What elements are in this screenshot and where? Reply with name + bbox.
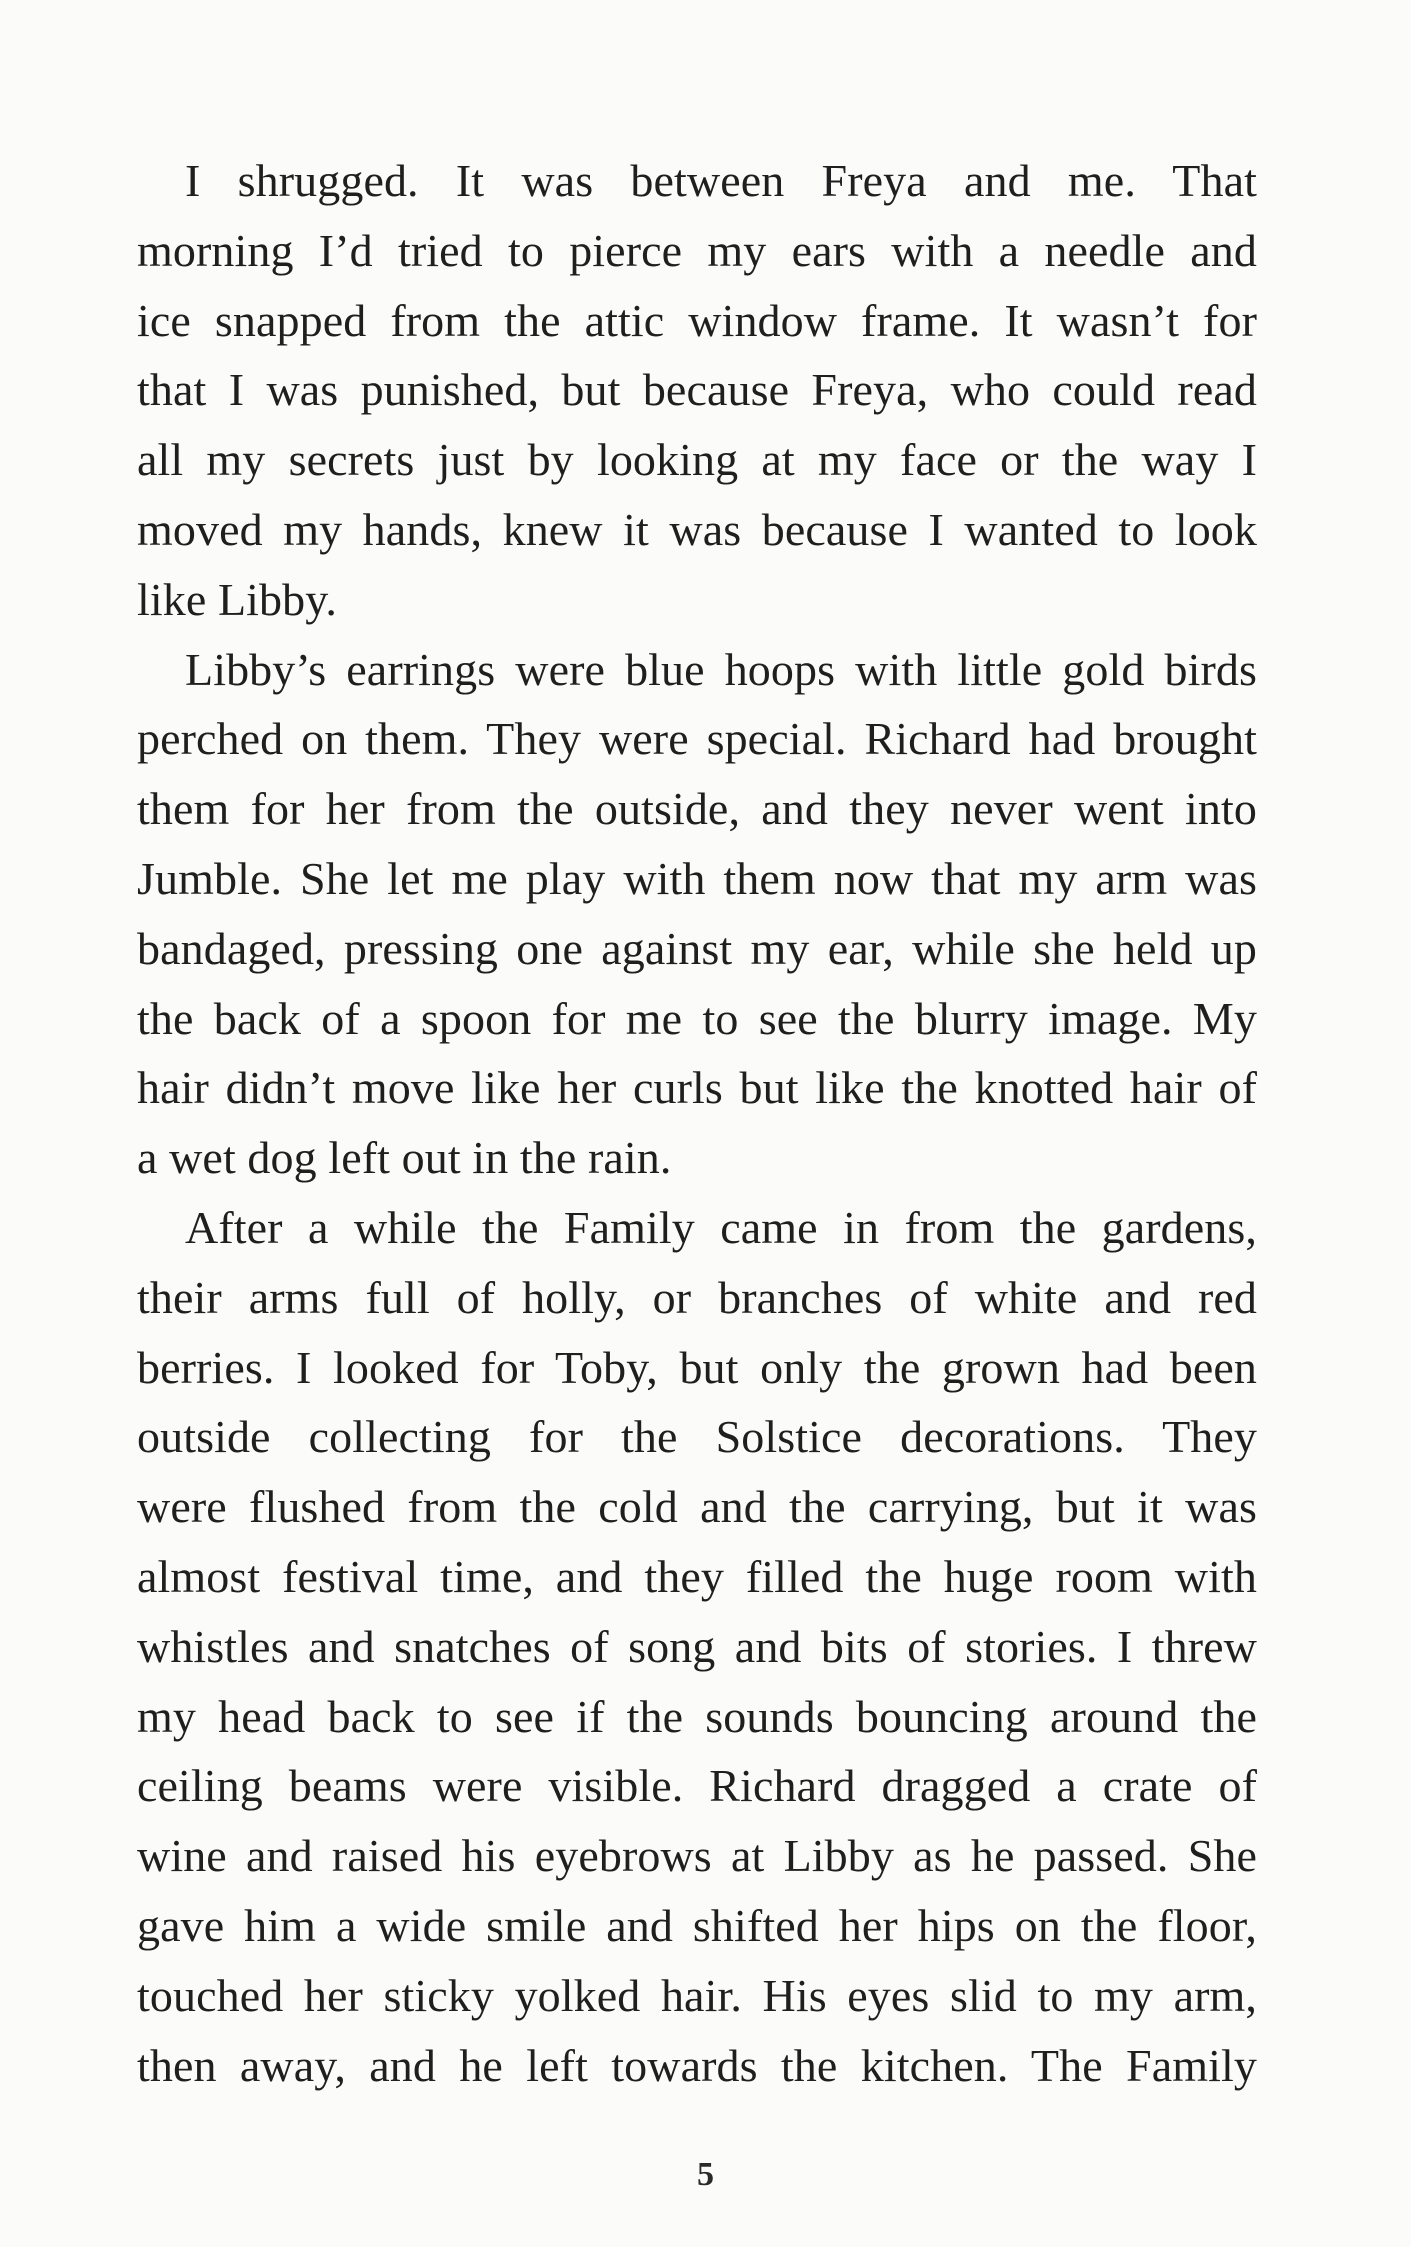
text-line: them for her from the outside, and they never went into (137, 783, 1257, 835)
text-line: were flushed from the cold and the carrying, but it was (137, 1481, 1257, 1533)
page-number: 5 (697, 2156, 714, 2193)
text-line: my head back to see if the sounds bouncing around the (137, 1690, 1257, 1742)
text-line: I shrugged. It was between Freya and me. That (185, 155, 1257, 206)
text-line: berries. I looked for Toby, but only the grown had been (137, 1341, 1257, 1393)
paragraph (137, 1193, 1257, 2100)
text-line: outside collecting for the Solstice decorations. They (137, 1411, 1257, 1463)
text-line: then away, and he left towards the kitchen. The Family (137, 2039, 1257, 2091)
text-line: their arms full of holly, or branches of white and red (137, 1271, 1257, 1323)
text-line: the back of a spoon for me to see the blurry image. My (137, 992, 1257, 1044)
text-line: touched her sticky yolked hair. His eyes slid to my arm, (137, 1969, 1257, 2021)
paragraph (137, 146, 1257, 635)
text-line: perched on them. They were special. Richard had brought (137, 713, 1257, 765)
text-line: moved my hands, knew it was because I wanted to look (137, 503, 1257, 555)
text-line: hair didn’t move like her curls but like the knotted hair of (137, 1062, 1257, 1114)
text-line: like Libby. (137, 573, 337, 625)
text-line: After a while the Family came in from the gardens, (185, 1201, 1257, 1253)
text-line: a wet dog left out in the rain. (137, 1132, 672, 1184)
text-line: ice snapped from the attic window frame. It wasn’t for (137, 294, 1257, 346)
text-line: wine and raised his eyebrows at Libby as he passed. She (137, 1830, 1257, 1882)
text-line: all my secrets just by looking at my face or the way I (137, 434, 1257, 486)
text-line: ceiling beams were visible. Richard dragged a crate of (137, 1760, 1257, 1812)
body-text (137, 146, 1257, 2100)
text-line: that I was punished, but because Freya, who could read (137, 364, 1257, 416)
text-line: Jumble. She let me play with them now that my arm was (137, 852, 1257, 904)
text-line: gave him a wide smile and shifted her hips on the floor, (137, 1899, 1257, 1951)
text-line: morning I’d tried to pierce my ears with a needle and (137, 224, 1257, 276)
text-line: almost festival time, and they filled the huge room with (137, 1550, 1257, 1602)
text-line: bandaged, pressing one against my ear, while she held up (137, 922, 1257, 974)
text-line: Libby’s earrings were blue hoops with little gold birds (185, 643, 1257, 695)
paragraph (137, 635, 1257, 1193)
text-line: whistles and snatches of song and bits of stories. I threw (137, 1620, 1257, 1672)
